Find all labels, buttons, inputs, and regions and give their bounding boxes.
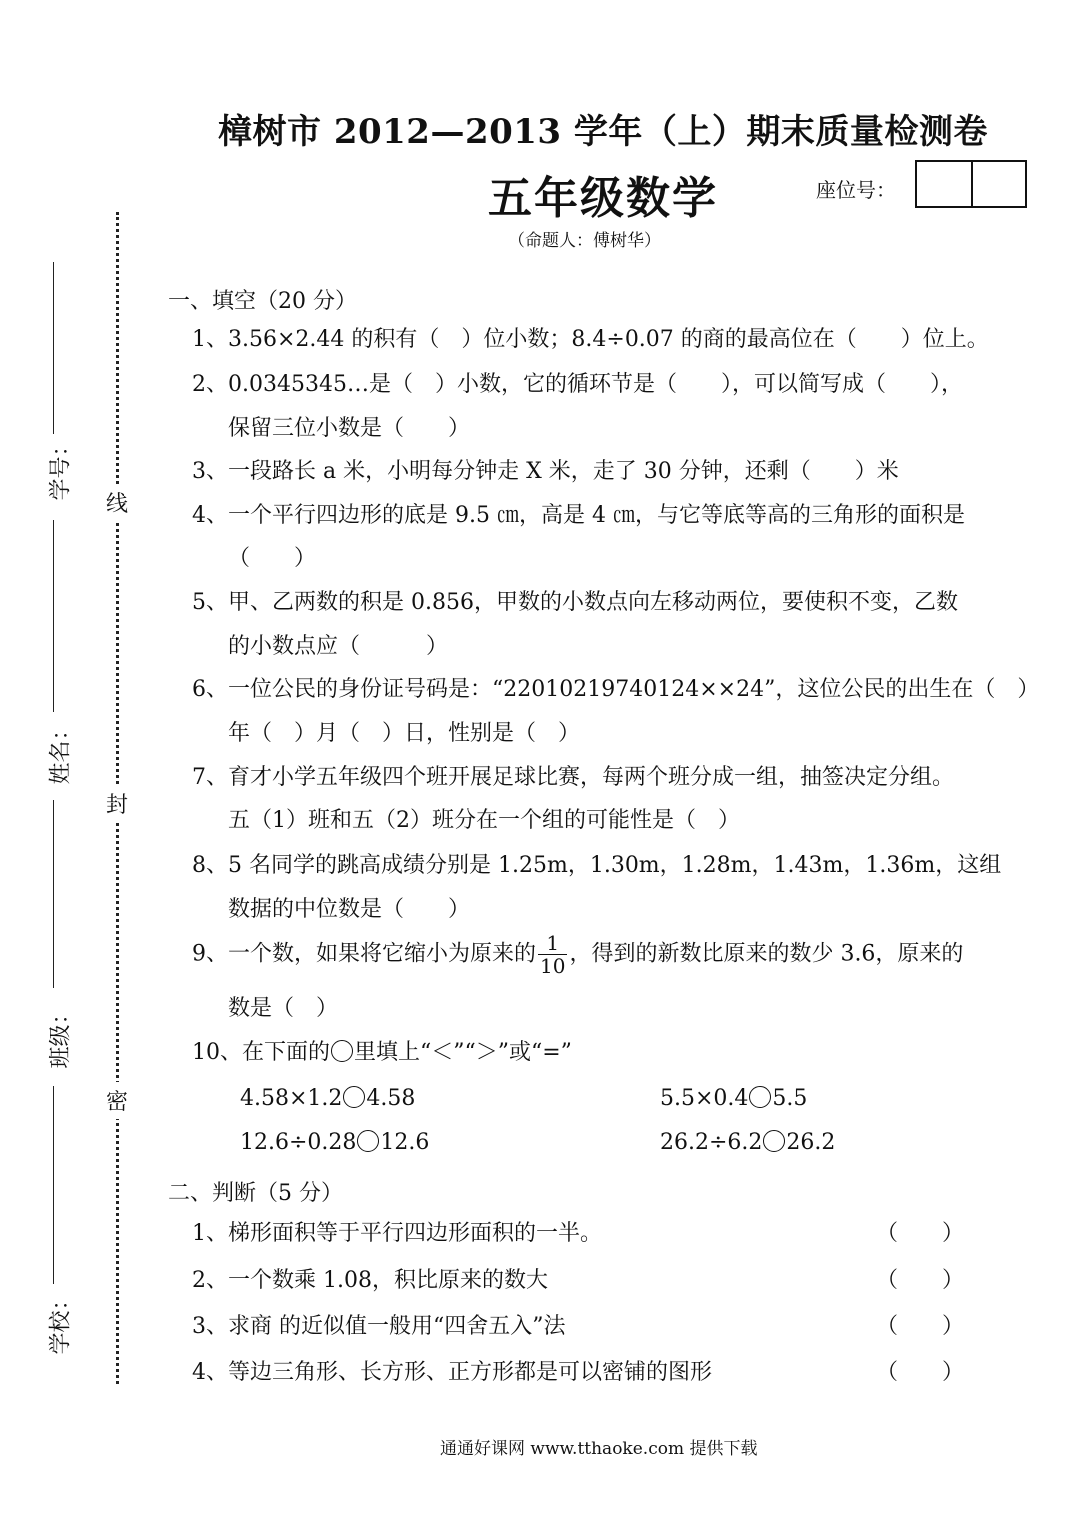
judge-item-1: 1、梯形面积等于平行四边形面积的一半。 (192, 1221, 602, 1246)
judge-answer-3[interactable]: （ ） (876, 1314, 965, 1339)
question-3: 3、一段路长 a 米，小明每分钟走 X 米，走了 30 分钟，还剩（ ）米 (192, 459, 899, 484)
binding-char-line: 线 (106, 484, 128, 521)
question-6-line-1: 6、一位公民的身份证号码是：“22010219740124××24”，这位公民的出生在（ ） (192, 677, 1040, 702)
compare-right: 4.58 (366, 1086, 416, 1111)
question-2-line-1: 2、0.0345345…是（ ）小数，它的循环节是（ ），可以简写成（ ）， (192, 372, 963, 397)
question-8-line-2: 数据的中位数是（ ） (228, 897, 471, 922)
binding-char-seal: 封 (106, 785, 128, 822)
seat-number-box[interactable] (915, 160, 1027, 208)
judge-answer-2[interactable]: （ ） (876, 1268, 965, 1293)
judge-item-4: 4、等边三角形、长方形、正方形都是可以密铺的图形 (192, 1360, 712, 1385)
question-2-line-2: 保留三位小数是（ ） (228, 416, 471, 441)
question-9-pre: 9、一个数，如果将它缩小为原来的 (192, 941, 536, 967)
compare-item-3 (240, 1129, 429, 1157)
question-9-post: ，得到的新数比原来的数少 3.6，原来的 (569, 941, 964, 967)
question-9-line-2: 数是（ ） (228, 996, 339, 1021)
compare-left: 26.2÷6.2 (660, 1130, 763, 1155)
question-6-line-2: 年（ ）月（ ）日，性别是（ ） (228, 721, 581, 746)
compare-circle-1[interactable] (343, 1086, 365, 1108)
circle-icon (331, 1040, 353, 1062)
compare-item-4 (660, 1129, 835, 1157)
compare-right: 12.6 (380, 1130, 430, 1155)
question-7-line-1: 7、育才小学五年级四个班开展足球比赛，每两个班分成一组，抽签决定分组。 (192, 765, 954, 790)
compare-left: 12.6÷0.28 (240, 1130, 357, 1155)
judge-answer-1[interactable]: （ ） (876, 1221, 965, 1246)
question-9-line-1 (192, 932, 963, 977)
compare-circle-3[interactable] (357, 1130, 379, 1152)
question-4-line-1: 4、一个平行四边形的底是 9.5 ㎝，高是 4 ㎝，与它等底等高的三角形的面积是 (192, 503, 965, 528)
judge-answer-4[interactable]: （ ） (876, 1360, 965, 1385)
footer-source: 通通好课网 www.tthaoke.com 提供下载 (440, 1439, 758, 1459)
seat-box-divider (971, 162, 973, 206)
name-line[interactable] (53, 520, 54, 712)
exam-title: 樟树市 2012—2013 学年（上）期末质量检测卷 (218, 112, 988, 152)
question-4-line-2: （ ） (228, 546, 317, 571)
student-id-line[interactable] (53, 262, 54, 434)
question-7-line-2: 五（1）班和五（2）班分在一个组的可能性是（ ） (228, 808, 740, 833)
school-label: 学校： (48, 1288, 74, 1355)
school-line[interactable] (53, 1086, 54, 1284)
question-10-pre: 10、在下面的 (192, 1040, 330, 1065)
name-label: 姓名： (48, 718, 74, 785)
compare-item-1 (240, 1085, 415, 1113)
class-line[interactable] (53, 800, 54, 988)
subject-title: 五年级数学 (488, 173, 718, 224)
section-fill-blank-heading: 一、填空（20 分） (168, 289, 357, 314)
compare-left: 5.5×0.4 (660, 1086, 749, 1111)
question-1: 1、3.56×2.44 的积有（ ）位小数；8.4÷0.07 的商的最高位在（ ）位上。 (192, 327, 989, 352)
fraction-denominator: 10 (540, 954, 566, 978)
question-8-line-1: 8、5 名同学的跳高成绩分别是 1.25m，1.30m，1.28m，1.43m，1.36m，这组 (192, 853, 1002, 878)
question-10 (192, 1039, 572, 1067)
compare-right: 26.2 (786, 1130, 836, 1155)
fraction-one-tenth (538, 932, 567, 977)
fraction-numerator: 1 (538, 932, 567, 955)
question-5-line-1: 5、甲、乙两数的积是 0.856，甲数的小数点向左移动两位，要使积不变，乙数 (192, 590, 958, 615)
compare-left: 4.58×1.2 (240, 1086, 343, 1111)
author-line: （命题人：傅树华） (508, 231, 661, 251)
binding-char-secret: 密 (106, 1082, 128, 1119)
question-10-post: 里填上“＜”“＞”或“=” (354, 1040, 572, 1065)
compare-right: 5.5 (772, 1086, 808, 1111)
class-label: 班级： (48, 1002, 74, 1069)
compare-circle-4[interactable] (763, 1130, 785, 1152)
question-5-line-2: 的小数点应（ ） (228, 634, 449, 659)
compare-circle-2[interactable] (749, 1086, 771, 1108)
compare-item-2 (660, 1085, 807, 1113)
seat-number-label: 座位号： (816, 178, 896, 202)
judge-item-3: 3、求商 的近似值一般用“四舍五入”法 (192, 1314, 566, 1339)
judge-item-2: 2、一个数乘 1.08，积比原来的数大 (192, 1268, 548, 1293)
student-id-label: 学号： (48, 434, 74, 501)
section-judge-heading: 二、判断（5 分） (168, 1181, 343, 1206)
